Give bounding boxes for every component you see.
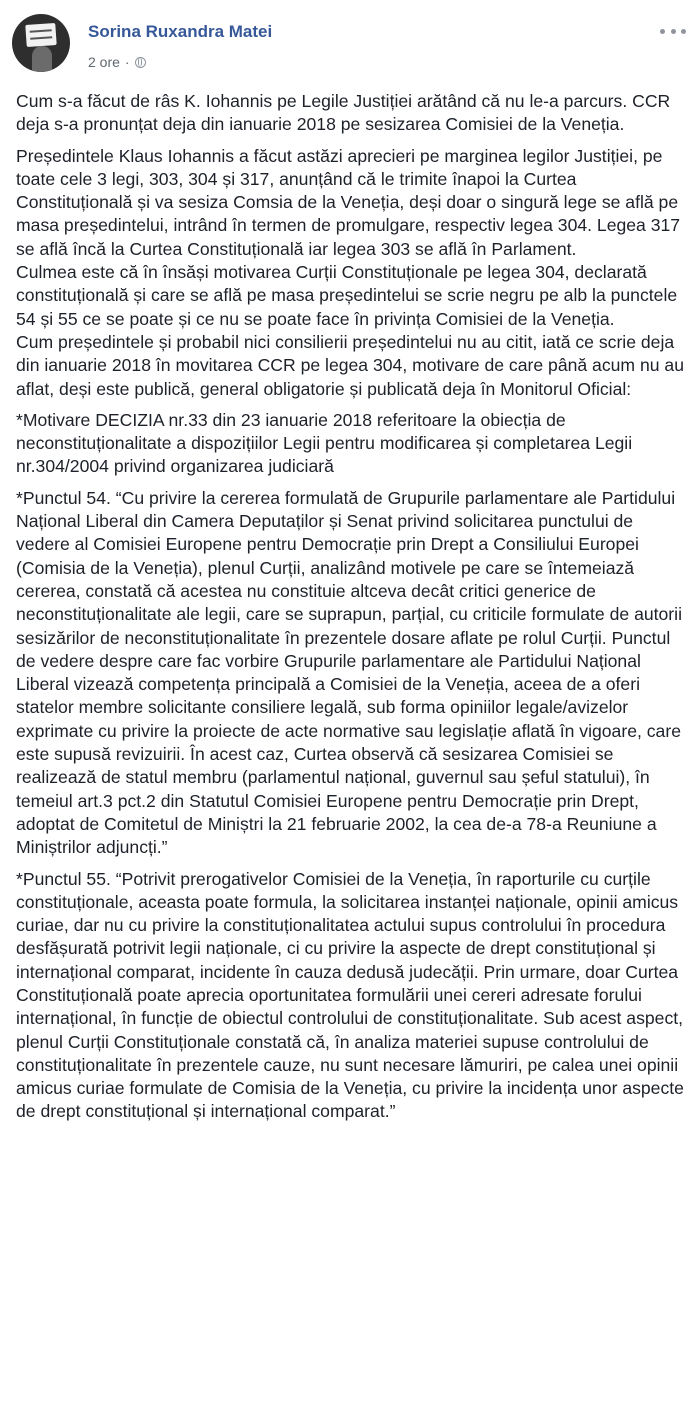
- post-meta: [88, 54, 146, 70]
- avatar-person: [32, 46, 52, 72]
- post-paragraph-motivation: Culmea este că în însăși motivarea Curții Constituționale pe legea 304, declarată constituțională și care se află pe masa președintelui se scrie negru pe alb la punctele 54 și 55 ce se poate și ce nu se poate face în privința Comisiei de la Veneția.: [16, 262, 678, 329]
- author-name-link[interactable]: Sorina Ruxandra Matei: [88, 22, 273, 41]
- post-paragraph-point-54: *Punctul 54. “Cu privire la cererea formulată de Grupurile parlamentare ale Partidului Național Liberal din Camera Deputaților și Senat privind solicitarea punctului de vedere al Comisiei Europene pentru Democrație prin Drept a Consiliului Europei (Comisia de la Veneția), plenul Curții, analizând motivele pe care se întemeiază cererea, constată că acestea nu constituie altceva decât critici generice de neconstituționalitate ale legii, care se suprapun, parțial, cu criticile formulate de autorii sesizărilor de neconstituționalitate în prezentele dosare aflate pe rolul Curții. Punctul de vedere despre care fac vorbire Grupurile parlamentare ale Partidului Național Liberal vizează competența principală a Comisiei de la Veneția, aceea de a oferi statelor membre solicitante consiliere legală, sub forma opiniilor legale/avizelor exprimate cu privire la proiecte de acte normative sau legislație aflată în vigoare, care este supusă revizuirii. În acest caz, Curtea observă că sesizarea Comisiei se realizează de statul membru (parlamentul național, guvernul sau șeful statului), în temeiul art.3 pct.2 din Statutul Comisiei Europene pentru Democrație prin Drept, adoptat de Comitetul de Miniștri la 21 februarie 2002, la cea de-a 78-a Reuniune a Miniștrilor adjuncți.”: [16, 487, 682, 858]
- post-header: [12, 14, 688, 74]
- ellipsis-dot: [671, 29, 676, 34]
- post-paragraph-ccr: Cum președintele și probabil nici consilierii președintelui nu au citit, iată ce scrie deja din ianuarie 2018 în movitarea CCR pe legea 304, motivare de care până acum nu au aflat, deși este publică, general obligatorie și publicată deja în Monitorul Oficial:: [16, 331, 684, 399]
- ellipsis-dot: [681, 29, 686, 34]
- post-paragraph-decision: *Motivare DECIZIA nr.33 din 23 ianuarie 2018 referitoare la obiecția de neconstituționalitate a dispozițiilor Legii pentru modificarea și completarea Legii nr.304/2004 privind organizarea judiciară: [16, 409, 633, 477]
- globe-icon[interactable]: [135, 57, 146, 68]
- ellipsis-icon[interactable]: [660, 24, 686, 38]
- post-paragraph-intro: Cum s-a făcut de râs K. Iohannis pe Legile Justiției arătând că nu le-a parcurs. CCR deja s-a pronunțat deja din ianuarie 2018 pe sesizarea Comisiei de la Veneția.: [16, 91, 671, 135]
- ellipsis-dot: [660, 29, 665, 34]
- post-timestamp[interactable]: 2 ore: [88, 54, 120, 70]
- avatar-protest-sign: [25, 23, 56, 47]
- post-body: [16, 90, 691, 1132]
- post-paragraph-point-55: *Punctul 55. “Potrivit prerogativelor Comisiei de la Veneția, în raporturile cu curțile constituționale, aceasta poate formula, la solicitarea instanței naționale, opinii amicus curiae, dar nu cu privire la constituționalitatea actului supus controlului în procedura desfășurată potrivit legii naționale, ci cu privire la aspecte de drept constituțional și internațional comparat, incidente în cauza dedusă judecății. Prin urmare, doar Curtea Constituțională poate aprecia oportunitatea formulării unei cereri adresate forului internațional, în funcție de obiectul controlului de constituționalitate. Sub acest aspect, plenul Curții Constituționale constată că, în analiza materiei supuse controlului de constituționalitate în prezentele cauze, nu sunt necesare lămuriri, pe calea unei opinii amicus curiae formulate de Comisia de la Veneția, cu privire la incidența unor aspecte de drept constituțional și internațional comparat.”: [16, 868, 684, 1122]
- avatar[interactable]: [12, 14, 70, 72]
- meta-separator: ·: [124, 54, 130, 70]
- post-paragraph-president: Președintele Klaus Iohannis a făcut astăzi aprecieri pe marginea legilor Justiției, pe toate cele 3 legi, 303, 304 și 317, anunțând că le trimite înapoi la Curtea Constituțională și va sesiza Comsia de la Veneția, deși doar o singură lege se află pe masa președintelui, intrând în termen de promulgare, respectiv legea 304. Legea 317 se află încă la Curtea Constituțională iar legea 303 se află în Parlament.: [16, 145, 681, 259]
